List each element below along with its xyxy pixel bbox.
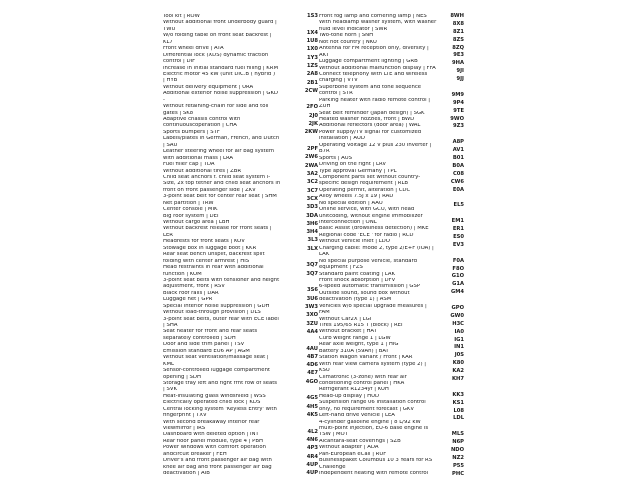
equipment-text-line: | SAU [163, 142, 178, 148]
equipment-text-line: Curb weight range 1 | LGW [319, 335, 391, 341]
option-code: G1O [451, 273, 464, 280]
option-code: 4G5 [306, 395, 318, 402]
option-code: 3H4 [306, 229, 318, 236]
equipment-text-line: With headlamp washer system, with washer [319, 20, 437, 26]
equipment-text-line: FAM [319, 310, 330, 316]
equipment-text-line: fingerprint | TXV [163, 413, 207, 419]
equipment-text-line: knee air bag and front passenger air bag [163, 464, 272, 470]
equipment-text-line: Pan-European eCall | RUF [319, 451, 387, 457]
option-code: IG1 [454, 336, 464, 343]
option-code: 8X8 [452, 20, 464, 27]
option-code: 8ZS [452, 36, 464, 43]
equipment-text-line: 3-point seat belts, outer rear with ECE label [163, 316, 279, 322]
equipment-text-line: | SVK [163, 387, 177, 393]
equipment-text-line: No special purpose vehicle, standard [319, 258, 417, 264]
option-code: 3D3 [306, 204, 318, 211]
equipment-text-line: Child seat anchors f. child seat system i- [163, 174, 271, 180]
option-code: 4R4 [306, 453, 318, 460]
option-code: 1ZS [306, 62, 318, 69]
option-code: KK3 [452, 391, 464, 398]
equipment-text-line: Alcantara-seat coverings | SZB [319, 438, 401, 444]
equipment-text-line: Electrically operated child lock | KDS [163, 400, 261, 406]
option-code: 3ZU [306, 320, 318, 327]
option-code: 9JJ [456, 76, 464, 83]
equipment-text-line: Challenge [319, 464, 346, 470]
equipment-text-line: separately controlled | SDH [163, 335, 236, 341]
equipment-text-line: with additional mass | LRA [163, 155, 234, 161]
equipment-text-line: Charging cable: mode 2, type 2/E+F (IOA) | [319, 245, 434, 251]
option-code: E0A [452, 186, 464, 193]
equipment-text-line: interconnection | ONL [319, 220, 377, 225]
option-code: 4AU [306, 345, 318, 352]
equipment-text-line: Big roof system | DEI [163, 213, 219, 219]
option-code: 9HA [452, 60, 464, 67]
equipment-text-line: Basic Assist (drowsiness detection) | MKE [319, 226, 429, 232]
option-code: 1X4 [306, 29, 318, 36]
option-code: 2B1 [306, 79, 318, 86]
option-code: GPO [451, 304, 464, 311]
option-code: A8P [452, 139, 464, 146]
equipment-text-line: TWU [163, 26, 176, 32]
equipment-text-line: Type approval Germany | TPL [319, 168, 397, 174]
equipment-text-line: Without bracket | HAT [319, 329, 377, 335]
equipment-text-line: Front wheel drive | ATA [163, 46, 224, 52]
option-code: 1X0 [306, 46, 318, 53]
equipment-text-line: andcircuit breaker | FEH [163, 451, 227, 457]
equipment-text-line: Luggage compartment lighting | GRB [319, 59, 418, 65]
equipment-text-line: B7R [319, 149, 330, 155]
equipment-text-line: Rear axle weight, type 1 | HIG [319, 342, 399, 348]
option-code: AV1 [452, 147, 464, 154]
equipment-text-line: Center console | MIK [163, 207, 218, 213]
equipment-text-line: Dashboard with deleted option | INT [163, 432, 259, 438]
option-code: KS1 [452, 399, 464, 406]
option-code: NDO [450, 446, 464, 453]
option-code: K80 [452, 360, 464, 367]
equipment-text-line: Operating permit, alteration | CDC [319, 187, 411, 193]
equipment-text-line: unitcoding, without engine immobilizer [319, 213, 423, 219]
option-code: 1U8 [306, 37, 318, 44]
equipment-text-line: opening | SDH [163, 374, 201, 380]
equipment-text-line: Net partition | TRW [163, 200, 214, 206]
equipment-text-line: Additional exterior noise suppression | GKD [163, 91, 278, 97]
equipment-text-line: Without vehicle inlet | LDO [319, 239, 390, 245]
option-code: 2KW [304, 129, 318, 136]
equipment-text-line: Parking heater with radio remote control | [319, 97, 431, 103]
equipment-text-line: Tool kit | ROW [163, 14, 200, 19]
equipment-text-line: Tires 195/65 R15 T (block) | REI [319, 323, 403, 328]
equipment-text-line: Heat-insulating glass windshield | WSS [163, 393, 266, 399]
equipment-text-line: Electric motor 45 kW (unit DIC.B ( hybrid ) [163, 71, 276, 77]
option-code: PHC [452, 470, 464, 477]
equipment-text-line: Heated washer nozzles, front | BWD [319, 117, 415, 122]
equipment-text-line: TSW | MOT [319, 432, 348, 438]
option-code: 8Z1 [453, 28, 464, 35]
equipment-text-line: Driver's and front passenger air bag with [163, 458, 272, 464]
option-code: B0A [452, 162, 464, 169]
option-code: 4UP [306, 470, 318, 477]
option-code: 3DA [306, 212, 318, 219]
option-code: 3A2 [306, 170, 318, 177]
equipment-text-line: With second breakaway interior rear [163, 419, 260, 425]
equipment-text-line: viewmirror | IRS [163, 426, 206, 431]
equipment-text-line: Climatronic (3-zone) with rear air [319, 374, 407, 380]
option-code: 3L3 [307, 237, 318, 244]
option-code: 3Q7 [306, 270, 318, 277]
option-code: EM1 [451, 218, 464, 225]
equipment-text-line: Left-hand drive vehicle | LEA [319, 413, 395, 419]
option-code: 3CX [306, 195, 318, 202]
equipment-text-line: Without retaining-chain for side and toll [163, 104, 269, 110]
option-code: 4GO [305, 378, 318, 385]
option-code: 4L2 [307, 428, 318, 435]
equipment-text-line: Black roof rails | DAR [163, 290, 219, 296]
equipment-text-line: Central locking system 'Keyless Entry' with [163, 406, 277, 412]
equipment-text-line: Connect telephony with LTE and wireless [319, 71, 428, 77]
option-code: 4K5 [306, 412, 318, 418]
equipment-text-line: LER [163, 232, 173, 238]
equipment-text-line: only, no requirement forecast | GKV [319, 406, 414, 412]
equipment-text-line: Size, 2x top tether and child seat anchors in [163, 181, 281, 187]
equipment-text-line: deactivation (type 1) | ASM [319, 297, 392, 303]
equipment-text-line: Emission standard EU6 AP | AGM [163, 348, 250, 354]
option-code: 3XO [306, 312, 318, 319]
equipment-text-line: Rear seat bench unsplit, backrest split [163, 252, 265, 258]
equipment-text-line: Seat heater for front and rear seats [163, 329, 258, 335]
equipment-text-line: ZUH [319, 104, 331, 110]
equipment-text-line: Regional code 'ECE ' for radio | RCD [319, 232, 414, 238]
equipment-text-line: Without delivery equipment | URA [163, 84, 254, 90]
option-code: 4D6 [306, 362, 318, 369]
equipment-text-line: - [163, 97, 165, 103]
equipment-text-line: function | KOM [163, 271, 202, 277]
equipment-text-line: | SHA [163, 323, 178, 328]
equipment-text-line: continuouscoperation | CHA [163, 123, 237, 129]
equipment-text-line: charging | VTV [319, 78, 358, 84]
equipment-text-line: specific design requirement | RLB [319, 181, 409, 187]
option-code: 3H6 [306, 220, 318, 227]
equipment-text-line: Without additional front underbody guard | [163, 20, 277, 26]
option-code: LDL [453, 415, 464, 422]
equipment-text-line: Without Car2X | LGI [319, 316, 372, 322]
option-code: 1S3 [307, 13, 318, 19]
equipment-text-line: Sports | AUS [319, 155, 352, 161]
equipment-text-line: Luggage net | GPR [163, 297, 213, 303]
equipment-text-line: Stowage box in luggage boot | KKR [163, 245, 257, 251]
option-code: J0S [454, 352, 464, 359]
equipment-text-line: deactivation | AIB [163, 471, 210, 477]
equipment-text-line: Without cargo area | LBH [163, 220, 230, 225]
option-code: 2A8 [306, 71, 318, 78]
equipment-text-line: Without seat ventilation/massage seat | [163, 355, 269, 361]
equipment-text-line: Without backrest release for front seats | [163, 226, 272, 232]
option-code: 4A4 [306, 328, 318, 335]
equipment-text-line: gates | SK8 [163, 110, 194, 116]
option-code: NZ2 [452, 454, 464, 461]
equipment-text-line: folding with center armrest | HIS [163, 258, 250, 264]
equipment-text-line: front on front passenger side | ZKV [163, 187, 256, 193]
equipment-text-line: Sensor-controlled luggage compartment [163, 368, 270, 374]
option-code: GW0 [450, 312, 464, 319]
equipment-text-line: Adaptive chassis control with [163, 117, 241, 122]
equipment-text-line: LAK [319, 252, 330, 258]
option-code: P55 [452, 462, 464, 469]
equipment-text-line: 3-point seat belt for center rear seat | SHM [163, 194, 277, 200]
equipment-text-line: Battery 310A (59Ah) | BAT [319, 348, 389, 354]
equipment-text-line: 4-cylinder gasoline engine | 8 L/92 kW [319, 419, 421, 425]
left-column-codes [294, 14, 318, 477]
option-code: H3C [452, 320, 464, 327]
equipment-text-line: Additional reflectors (door area) | WAL [319, 123, 421, 129]
option-code: EV3 [452, 241, 464, 248]
equipment-text-line: Online service, with GCU, with head [319, 207, 415, 213]
equipment-text-line: Head restraints in rear with additional [163, 265, 264, 271]
option-code: MLS [451, 431, 464, 438]
option-code: 3C7 [306, 187, 318, 194]
option-code: 2FO [306, 104, 318, 111]
option-code: 4B7 [306, 353, 318, 360]
option-code: KH7 [452, 375, 464, 382]
equipment-text-line: Businesspaket Columbus 10 3 Years for RS [319, 458, 433, 464]
equipment-text-line: Without load-through provision | DLS [163, 310, 261, 316]
equipment-text-line: Headrests for front seats | KOV [163, 239, 245, 245]
equipment-text-line: Increase in initial standard fuel filling | KRM [163, 65, 279, 71]
option-code: 3C2 [306, 179, 318, 186]
option-code: 8WH [450, 13, 464, 19]
option-code: 4P3 [306, 445, 318, 452]
equipment-text-line: Antenna for FM reception only, diversity | [319, 46, 429, 52]
option-code: IA0 [454, 328, 464, 335]
equipment-text-line: Labels/plates in German, French, and Dutch [163, 136, 280, 142]
option-code: 9P4 [452, 99, 464, 106]
equipment-text-line: Power supply/TV signal for customized [319, 129, 422, 135]
equipment-text-line: Two-tone horn | SNH [319, 33, 374, 39]
option-code: 8ZQ [452, 44, 464, 51]
option-code: 2J0 [308, 112, 318, 119]
equipment-text-line: Refrigerant R1234yf | KUH [319, 387, 389, 393]
equipment-text-line: control | STR [319, 91, 353, 97]
option-code: ER1 [452, 226, 464, 233]
option-code: CW6 [450, 178, 464, 185]
equipment-text-line: equipment | FZS [319, 265, 363, 271]
equipment-text-line: Without adapter | ADA [319, 445, 379, 451]
option-code: F8O [452, 265, 464, 272]
equipment-text-line: Sports bumpers | STF [163, 129, 220, 135]
option-code: 9Z3 [453, 123, 464, 130]
option-code: 9E3 [453, 52, 464, 59]
right-column-codes [440, 14, 464, 477]
equipment-text-line: Rear floor panel module, type 4 | PBH [163, 438, 263, 444]
equipment-text-line: Door and side trim panel | TSV [163, 342, 245, 348]
option-code: N6P [452, 439, 464, 446]
equipment-text-line: Special interior noise suppression | GDH [163, 303, 270, 309]
equipment-text-line: Power windows with comfort operation [163, 445, 266, 451]
equipment-text-line: Station Wagon Variant / Front | KAR [319, 355, 413, 361]
equipment-text-line: KSU [319, 368, 330, 374]
equipment-text-line: Driving on the right | LRV [319, 162, 386, 168]
option-code: 2CW [304, 87, 318, 94]
equipment-text-line: Front shock absorption | DFV [319, 277, 396, 283]
option-code: ES0 [453, 233, 464, 240]
equipment-text-line: Suspension range 06 installation control [319, 400, 426, 406]
option-code: 4N6 [306, 436, 318, 443]
option-code: 9JI [456, 68, 464, 75]
option-code: 4UP [306, 461, 318, 468]
option-code: 3Q7 [306, 262, 318, 269]
equipment-text-line: Leather steering wheel for air bag system [163, 149, 275, 155]
equipment-text-line: adjustment, front | RSV [163, 284, 225, 290]
equipment-text-line: KL7 [163, 39, 173, 45]
option-code: 9WO [450, 115, 464, 122]
equipment-text-line: Alloy wheels 7.5J x 19 | RAD [319, 194, 394, 200]
equipment-text-line: control | DIF [163, 59, 196, 65]
option-code: GM4 [450, 289, 464, 296]
option-code: 4E7 [307, 370, 318, 377]
equipment-text-line: Outside sound, sound box without [319, 290, 410, 296]
option-code: L08 [453, 407, 464, 414]
option-code: C08 [452, 170, 464, 177]
equipment-text-line: Fuel filler cap | TDA [163, 162, 215, 168]
option-code: 1Y3 [307, 54, 318, 61]
equipment-text-line: conditioning control panel | HKA [319, 380, 405, 386]
equipment-text-line: multi-point injection, EU-6 base engine is [319, 426, 429, 431]
equipment-text-line: With rear view camera system (type 2) | [319, 361, 427, 367]
equipment-text-line: Operating voltage 12 V plus 230 Inverter | [319, 142, 432, 148]
equipment-text-line: Standard paint coating | LAK [319, 271, 395, 277]
option-code: 4H5 [306, 403, 318, 410]
option-code: 3S6 [307, 287, 318, 294]
option-code: 2WA [304, 162, 318, 169]
option-code: KA2 [452, 368, 464, 375]
option-code: 2W6 [305, 154, 318, 161]
equipment-text-line: No special edition | AAU [319, 200, 383, 206]
equipment-text-line: Component parts set without country- [319, 174, 421, 180]
option-code: 9M9 [451, 91, 464, 98]
equipment-text-line: Without additional tires | ZBR [163, 168, 242, 174]
equipment-text-line: W/o folding table on front seat backrest | [163, 33, 272, 39]
option-code: 2PF [307, 146, 318, 152]
option-code: 2JK [308, 121, 318, 128]
equipment-text-line: Storage tray left and right frnt row of seats [163, 380, 278, 386]
equipment-text-line: Superbone system and tone sequence [319, 84, 422, 90]
equipment-text-line: Seat belt reminder (Japan design) | SGK [319, 110, 425, 116]
equipment-text-line: 6-speed automatic transmission | GSP [319, 284, 421, 290]
equipment-text-line: 3-point seat belts with tensioner and height [163, 277, 280, 283]
option-code: 3LX [307, 245, 318, 252]
option-code: 3W3 [305, 303, 318, 310]
equipment-text-line: Without additional malfunction display | FFA [319, 65, 436, 71]
equipment-text-line: Vehicles w/o special upgrade measures | [319, 303, 427, 309]
option-code: IN1 [454, 344, 464, 351]
option-code: EL5 [453, 202, 464, 209]
equipment-text-line: Differential lock (XDS) dynamic traction [163, 52, 269, 58]
option-code: F0A [452, 257, 464, 264]
equipment-text-line: KML [163, 361, 174, 367]
equipment-text-line: Front fog lamp and cornering lamp | NES [319, 14, 427, 19]
equipment-text-line: Head-up display | HUD [319, 393, 380, 399]
equipment-text-line: AKT [319, 52, 329, 58]
option-code: B01 [452, 155, 464, 162]
equipment-text-line: | HYB [163, 78, 178, 84]
option-code: 3U6 [306, 295, 318, 302]
equipment-text-line: fluid level indicator | SWR [319, 26, 388, 32]
option-code: 9TE [453, 107, 464, 114]
equipment-text-line: Independent heating with remote control [319, 471, 429, 477]
option-code: G1A [452, 281, 464, 288]
equipment-text-line: installation | AUD [319, 136, 365, 142]
equipment-text-line: Not hot country | NKU [319, 39, 377, 45]
